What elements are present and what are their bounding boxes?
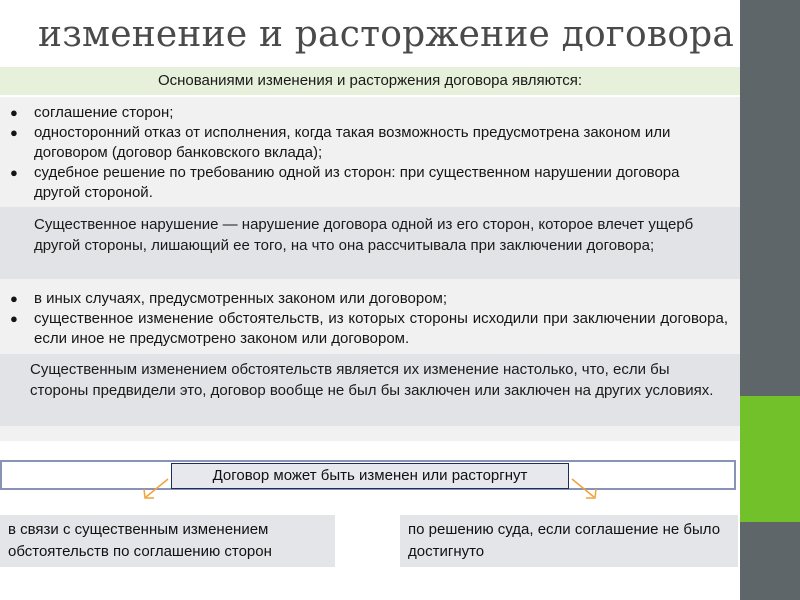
bullet-icon: ● — [10, 165, 18, 180]
circumstances-definition: Существенным изменением обстоятельств является их изменение настолько, что, если бы стороны предвидели это, договор вообще не был бы заключен или заключен на других условиях. — [0, 354, 740, 426]
contract-change-label: Договор может быть изменен или расторгнут — [171, 463, 569, 489]
bullet-icon: ● — [10, 125, 18, 140]
list-item: ● существенное изменение обстоятельств, из которых стороны исходили при заключении договора, если иное не предусмотрено законом или договором. — [10, 310, 728, 347]
bullet-icon: ● — [10, 291, 18, 306]
bullet-icon: ● — [10, 311, 18, 326]
branch-by-court: по решению суда, если соглашение не было достигнуто — [400, 515, 738, 567]
material-breach-definition: Существенное нарушение — нарушение договора одной из его сторон, которое влечет ущерб другой стороны, лишающий ее того, на что она рассчитывала при заключении договора; — [0, 207, 740, 279]
slide-title: изменение и расторжение договора — [38, 14, 735, 55]
list-item: ● соглашение сторон; — [10, 104, 174, 121]
grounds-list — [0, 103, 730, 203]
list-item: ● в иных случаях, предусмотренных законом или договором; — [10, 290, 448, 307]
bullet-icon: ● — [10, 105, 18, 120]
list-item: ● односторонний отказ от исполнения, когда такая возможность предусмотрена законом или договором (договор банковского вклада); — [10, 124, 671, 161]
intro-heading: Основаниями изменения и расторжения договора являются: — [0, 67, 740, 95]
list-item: ● судебное решение по требованию одной из сторон: при существенном нарушении договора другой стороной. — [10, 164, 680, 201]
sidebar-green-accent — [740, 396, 800, 522]
other-cases-list — [0, 289, 740, 349]
arrow-right-icon — [568, 476, 604, 502]
branch-by-agreement: в связи с существенным изменением обстоятельств по соглашению сторон — [0, 515, 335, 567]
arrow-left-icon — [136, 476, 172, 502]
